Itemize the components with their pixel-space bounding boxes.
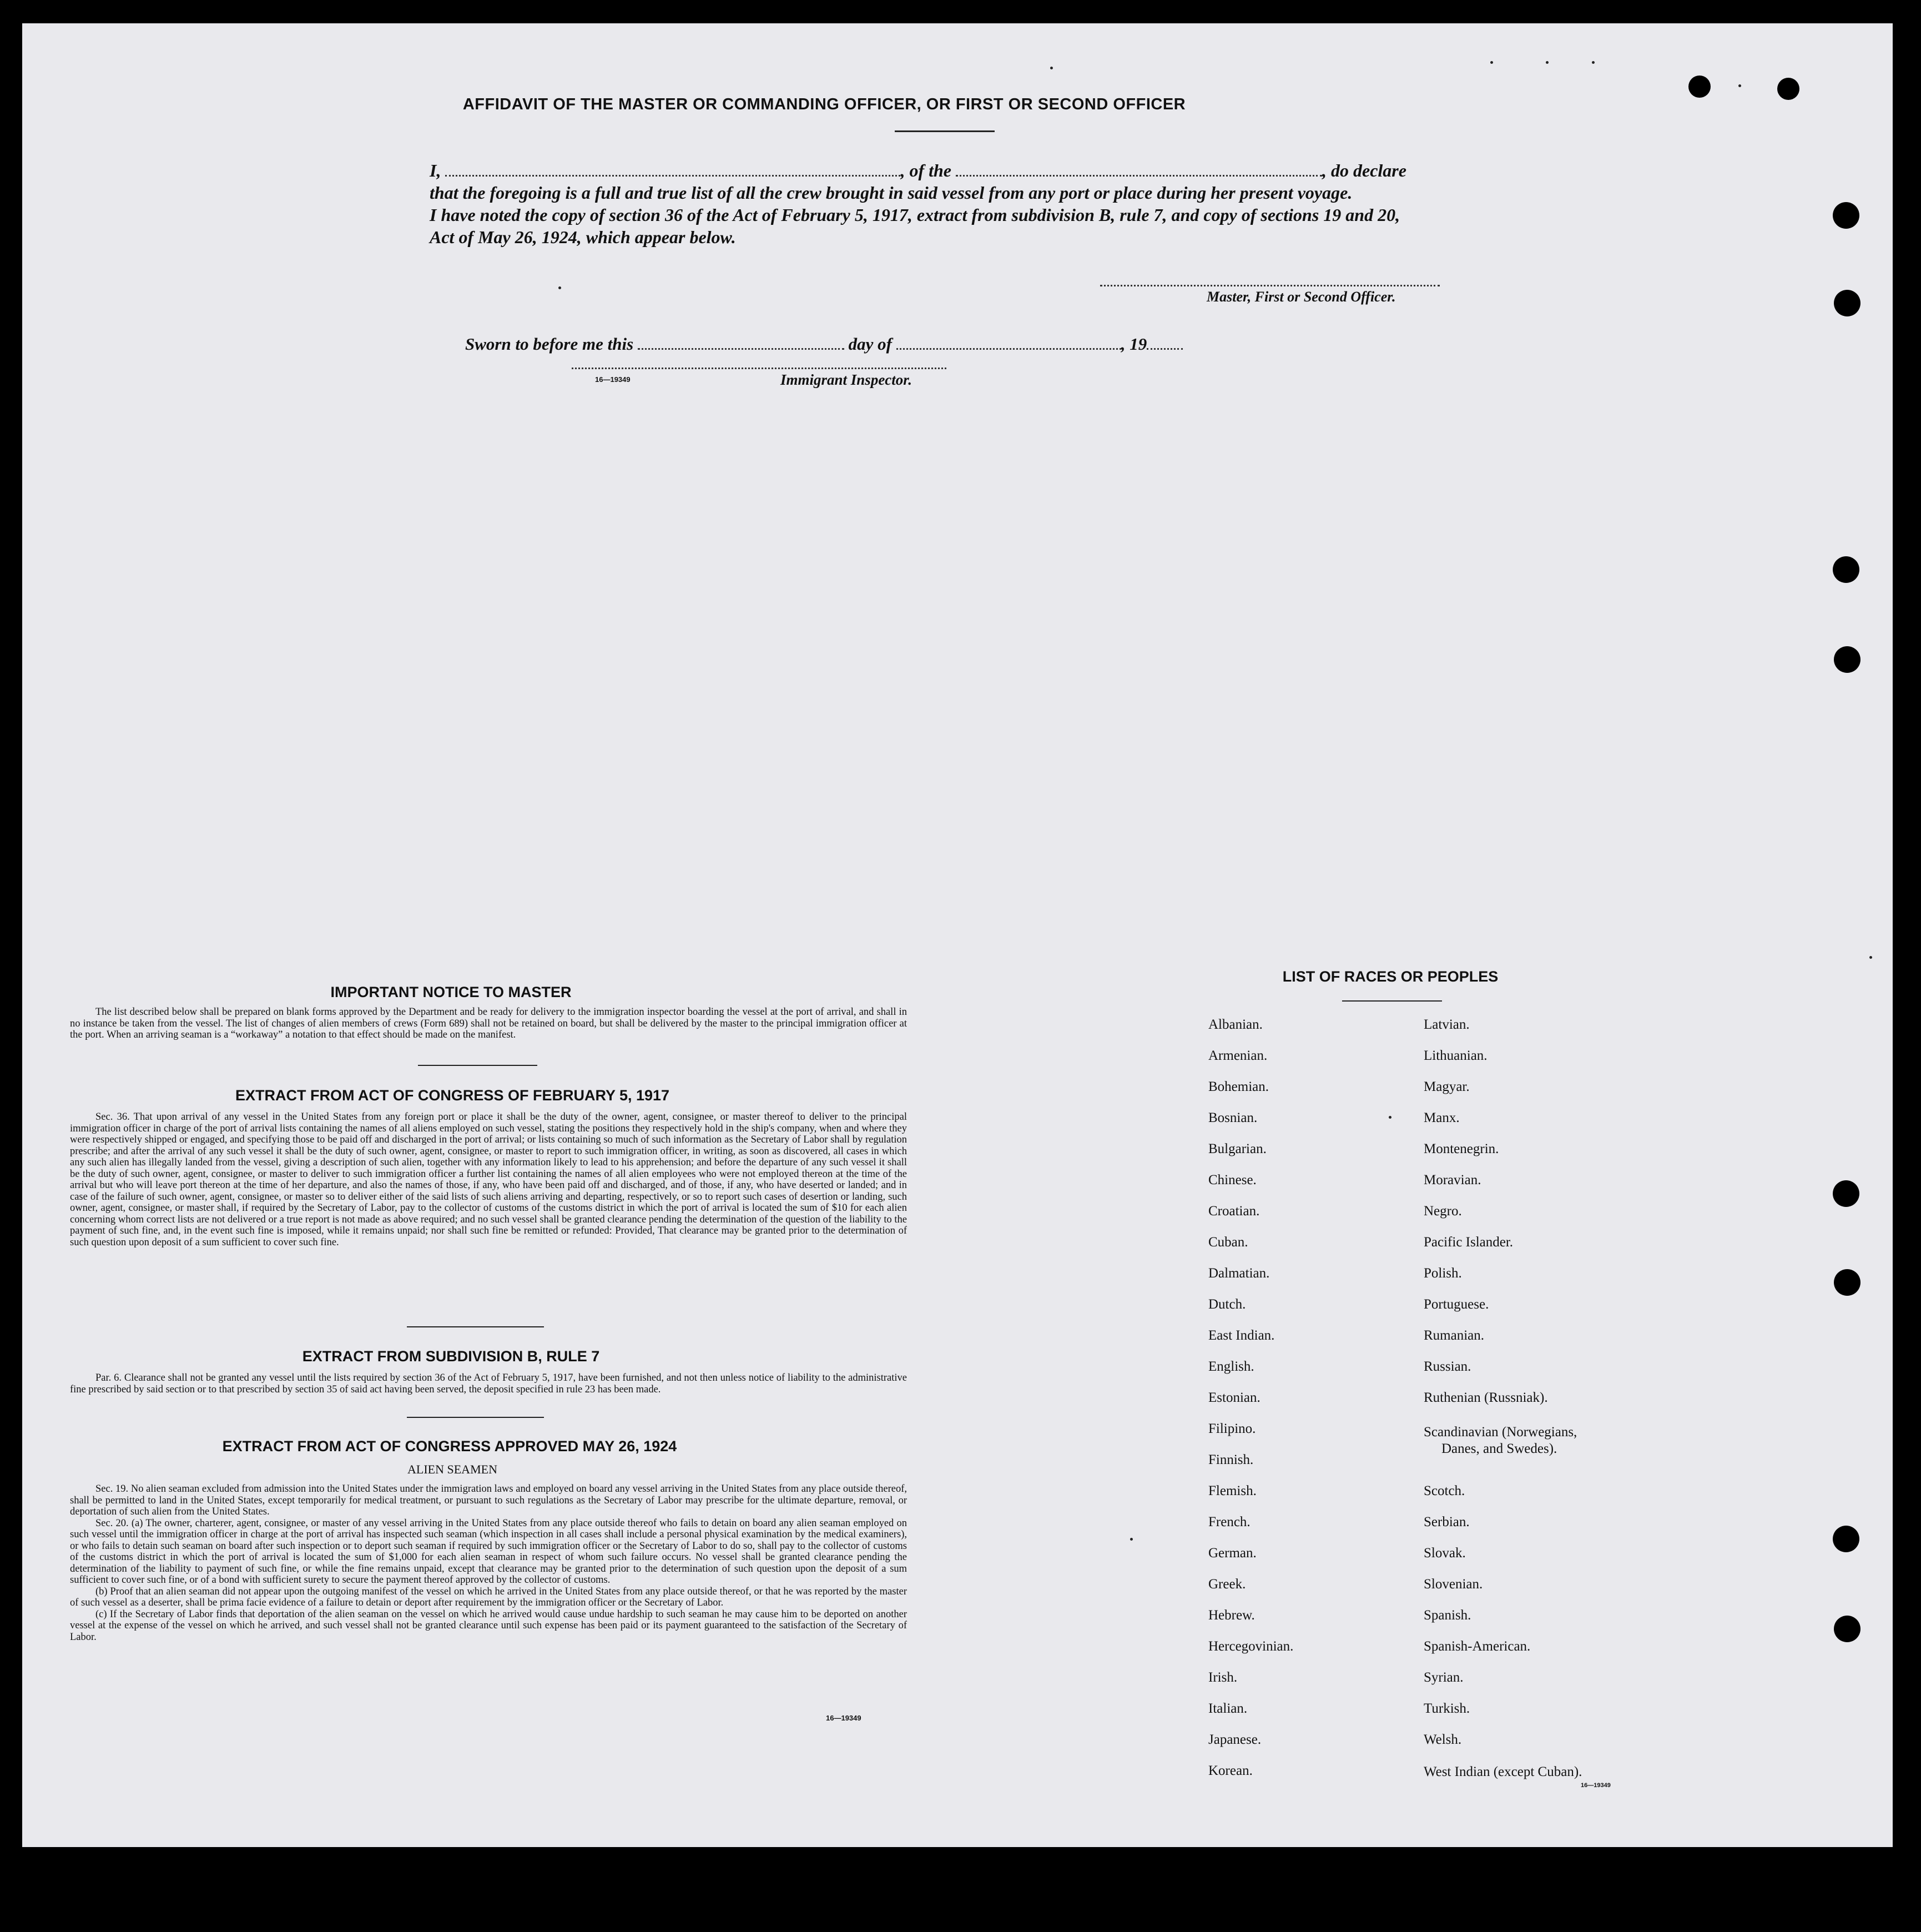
- extract-1917-body: [70, 1111, 907, 1248]
- race-item: Bosnian.: [1208, 1110, 1258, 1125]
- form-number-races: 16—19349: [1581, 1782, 1611, 1789]
- binder-hole: [1777, 78, 1799, 100]
- race-item: Irish.: [1208, 1670, 1238, 1685]
- binder-hole: [1834, 290, 1861, 316]
- binder-hole: [1833, 202, 1859, 229]
- race-item: Albanian.: [1208, 1017, 1263, 1032]
- alien-seamen-subtitle: ALIEN SEAMEN: [407, 1462, 497, 1476]
- master-signature-label: Master, First or Second Officer.: [1207, 289, 1396, 305]
- form-page: [22, 23, 1893, 1847]
- race-item: German.: [1208, 1546, 1257, 1561]
- race-item: Japanese.: [1208, 1732, 1262, 1747]
- form-number-top: 16—19349: [595, 375, 631, 384]
- name-field[interactable]: [445, 162, 900, 177]
- extract-1917-paragraph: Sec. 36. That upon arrival of any vessel in the United States from any foreign port or place it shall be the duty of the owner, agent, consignee, or master thereof to deliver to the principal immigration officer in charge of the port of arrival lists containing the names of all aliens employed on such vessel, stating the positions they respectively hold in the ship's company, when and where they were respectively shipped or engaged, and specifying those to be paid off and discharged in the port of arrival; or lists containing so much of such information as the Secretary of Labor shall by regulation prescribe; and after the arrival of any such vessel it shall be the duty of such owner, agent, consignee, or master to report to such immigration officer, in writing, as soon as discovered, all cases in which any such alien has illegally landed from the vessel, giving a description of such alien, together with any information likely to lead to his apprehension; and before the departure of any such vessel it shall be the duty of such owner, agent, consignee, or master to deliver to such immigration officer a further list containing the names of all alien employees who were not employed thereon at the time of the arrival but who will leave port thereon at the time of her departure, and also the names of those, if any, who have been paid off and discharged, and of those, if any, who have deserted or landed; and in case of the failure of such owner, agent, consignee, or master so to deliver either of the said lists of such aliens arriving and departing, respectively, or so to report such cases of desertion or landing, such owner, agent, consignee, or master shall, if required by the Secretary of Labor, pay to the collector of customs of the customs district in which the port of arrival is located the sum of $10 for each alien concerning whom correct lists are not delivered or a true report is not made as above required; and no such vessel shall be granted clearance pending the determination of the question of the liability to the payment of such fine, and, in the event such fine is imposed, while it remains unpaid; nor shall such fine be remitted or refunded: Provided, That clearance may be granted prior to the determination of such question upon deposit of a sum sufficient to cover such fine.: [70, 1111, 907, 1248]
- race-item: Polish.: [1424, 1266, 1462, 1281]
- race-item: Estonian.: [1208, 1390, 1261, 1405]
- race-item: Montenegrin.: [1424, 1141, 1499, 1156]
- speck: [1389, 1116, 1391, 1119]
- subdivision-b-divider: [407, 1417, 544, 1418]
- extract-1917-title: EXTRACT FROM ACT OF CONGRESS OF FEBRUARY 5, 1917: [235, 1087, 670, 1104]
- race-item: Slovak.: [1424, 1546, 1466, 1561]
- race-item: Dalmatian.: [1208, 1266, 1270, 1281]
- inspector-signature-line[interactable]: [572, 368, 946, 369]
- binder-hole: [1833, 1180, 1859, 1207]
- speck: [1869, 956, 1872, 959]
- race-item: Hebrew.: [1208, 1608, 1255, 1623]
- subdivision-b-body: [70, 1372, 907, 1395]
- sworn-start: Sworn to before me this: [465, 334, 634, 354]
- race-item: West Indian (except Cuban).: [1424, 1764, 1582, 1779]
- race-item: Portuguese.: [1424, 1297, 1489, 1312]
- race-item: Latvian.: [1424, 1017, 1470, 1032]
- race-item: French.: [1208, 1515, 1251, 1530]
- speck: [1130, 1538, 1133, 1541]
- race-item: Turkish.: [1424, 1701, 1470, 1716]
- binder-hole: [1833, 556, 1859, 583]
- notice-divider: [418, 1065, 537, 1066]
- race-item: Chinese.: [1208, 1173, 1257, 1188]
- race-item: Filipino.: [1208, 1421, 1256, 1436]
- race-item: Slovenian.: [1424, 1577, 1483, 1592]
- notice-paragraph: The list described below shall be prepared on blank forms approved by the Department and be ready for delivery to the immigration inspector boarding the vessel at the port of arrival, and shall in no instance be taken from the vessel. The list of changes of alien members of crews (Form 689) shall not be retained on board, but shall be delivered by the master to the principal immigration officer at the port. When an arriving seaman is a “workaway” a notation to that effect should be made on the manifest.: [70, 1007, 907, 1040]
- race-item: Moravian.: [1424, 1173, 1481, 1188]
- binder-hole: [1834, 1269, 1861, 1296]
- declaration-line-3: I have noted the copy of section 36 of the Act of February 5, 1917, extract from subdivision B, rule 7, and copy of sections 19 and 20,: [430, 205, 1400, 225]
- declaration-block: [430, 159, 1495, 248]
- subdivision-b-title: EXTRACT FROM SUBDIVISION B, RULE 7: [302, 1348, 600, 1365]
- subdivision-b-paragraph: Par. 6. Clearance shall not be granted any vessel until the lists required by section 36 of the Act of February 5, 1917, have been furnished, and not then unless notice of liability to the administrative fine prescribed by said section or to that prescribed by section 35 of said act having been served, the deposit specified in rule 23 has been made.: [70, 1372, 907, 1395]
- binder-hole: [1834, 1616, 1861, 1642]
- race-item: Serbian.: [1424, 1515, 1470, 1530]
- extract-1917-divider: [407, 1326, 544, 1327]
- race-item: Bulgarian.: [1208, 1141, 1267, 1156]
- inspector-label: Immigrant Inspector.: [780, 371, 912, 388]
- race-item: Croatian.: [1208, 1204, 1260, 1219]
- race-item: Cuban.: [1208, 1235, 1248, 1250]
- master-signature-line[interactable]: [1100, 285, 1440, 286]
- sworn-day-field[interactable]: [638, 335, 844, 350]
- declaration-line-4: Act of May 26, 1924, which appear below.: [430, 227, 736, 247]
- speck: [1738, 84, 1741, 87]
- declaration-line-1: [430, 159, 1495, 182]
- declaration-i: I,: [430, 160, 441, 180]
- race-item: Russian.: [1424, 1359, 1471, 1374]
- declaration-of-the: , of the: [900, 160, 951, 180]
- race-item: Scandinavian (Norwegians,: [1424, 1425, 1577, 1440]
- race-item: English.: [1208, 1359, 1254, 1374]
- sworn-day-of: day of: [848, 334, 892, 354]
- binder-hole: [1833, 1526, 1859, 1552]
- race-item: Hercegovinian.: [1208, 1639, 1294, 1654]
- sec-20b-paragraph: (b) Proof that an alien seaman did not appear upon the outgoing manifest of the vessel on which he arrived in the United States from any place outside thereof, or that he was reported by the master of such vessel as a deserter, shall be prima facie evidence of a failure to detain or deport after requirement by the immigration officer or the Secretary of Labor.: [70, 1586, 907, 1608]
- race-item: Ruthenian (Russniak).: [1424, 1390, 1548, 1405]
- race-item: Bohemian.: [1208, 1079, 1269, 1094]
- race-item: Flemish.: [1208, 1483, 1257, 1498]
- extract-1924-title: EXTRACT FROM ACT OF CONGRESS APPROVED MAY 26, 1924: [222, 1438, 677, 1455]
- sworn-year: , 19: [1121, 334, 1147, 354]
- race-item: Greek.: [1208, 1577, 1246, 1592]
- race-item: Italian.: [1208, 1701, 1248, 1716]
- speck: [1546, 61, 1549, 64]
- vessel-field[interactable]: [956, 162, 1322, 177]
- sworn-month-field[interactable]: [896, 335, 1121, 350]
- declaration-declare: , do declare: [1322, 160, 1406, 180]
- form-number-extract: 16—19349: [826, 1714, 861, 1722]
- race-item: Magyar.: [1424, 1079, 1470, 1094]
- races-title: LIST OF RACES OR PEOPLES: [1282, 968, 1499, 985]
- race-item: Korean.: [1208, 1763, 1253, 1778]
- binder-hole: [1688, 76, 1711, 98]
- extract-1924-body: [70, 1483, 907, 1643]
- race-item: Finnish.: [1208, 1452, 1254, 1467]
- race-item: Lithuanian.: [1424, 1048, 1488, 1063]
- title-divider: [895, 130, 995, 132]
- notice-title: IMPORTANT NOTICE TO MASTER: [330, 984, 572, 1000]
- sec-20a-paragraph: Sec. 20. (a) The owner, charterer, agent, consignee, or master of any vessel arriving in the United States from any place outside thereof who fails to detain on board any alien seaman employed on such vessel until the immigration officer in charge at the port of arrival has inspected such seaman (which inspection in all cases shall include a personal physical examination by the medical examiners), or who fails to detain such seaman on board after such inspection or to deport such seaman if required by such immigration officer or the Secretary of Labor to do so, shall pay to the collector of customs of the customs district in which the port of arrival is located the sum of $1,000 for each alien seaman in respect of whom such failure occurs. No vessel shall be granted clearance pending the determination of the liability to payment of such fine, or while the fine remains unpaid, except that clearance may be granted prior to the determination of such question upon the deposit of a sum sufficient to cover such fine, or of a bond with sufficient surety to secure the payment thereof approved by the collector of customs.: [70, 1517, 907, 1586]
- declaration-line-2: that the foregoing is a full and true list of all the crew brought in said vessel from any port or place during her present voyage.: [430, 183, 1353, 203]
- race-item: Spanish.: [1424, 1608, 1471, 1623]
- race-item: Danes, and Swedes).: [1441, 1441, 1557, 1456]
- race-item: Pacific Islander.: [1424, 1235, 1514, 1250]
- notice-body: [70, 1007, 907, 1041]
- race-item: Scotch.: [1424, 1483, 1465, 1498]
- sec-19-paragraph: Sec. 19. No alien seaman excluded from admission into the United States under the immigration laws and employed on board any vessel arriving in the United States from any place outside thereof, shall be permitted to land in the United States, except temporarily for medical treatment, or pursuant to such regulations as the Secretary of Labor may prescribe for the ultimate departure, removal, or deportation of such alien from the United States.: [70, 1483, 907, 1517]
- races-divider: [1342, 1000, 1442, 1002]
- affidavit-title: AFFIDAVIT OF THE MASTER OR COMMANDING OFFICER, OR FIRST OR SECOND OFFICER: [462, 95, 1186, 113]
- binder-hole: [1834, 646, 1861, 673]
- race-item: Dutch.: [1208, 1297, 1246, 1312]
- race-item: Armenian.: [1208, 1048, 1268, 1063]
- race-item: East Indian.: [1208, 1328, 1275, 1343]
- race-item: Syrian.: [1424, 1670, 1464, 1685]
- speck: [1592, 61, 1595, 64]
- speck: [1490, 61, 1493, 64]
- race-item: Negro.: [1424, 1204, 1462, 1219]
- speck: [1050, 67, 1053, 69]
- race-item: Welsh.: [1424, 1732, 1462, 1747]
- sworn-line: [465, 334, 1183, 354]
- sworn-year-field[interactable]: [1147, 335, 1183, 350]
- race-item: Rumanian.: [1424, 1328, 1485, 1343]
- race-item: Spanish-American.: [1424, 1639, 1531, 1654]
- speck: [558, 286, 561, 289]
- sec-20c-paragraph: (c) If the Secretary of Labor finds that deportation of the alien seaman on the vessel on which he arrived would cause undue hardship to such seaman he may cause him to be deported on another vessel at the expense of the vessel on which he arrived, and such vessel shall not be granted clearance until such expense has been paid or its payment guaranteed to the satisfaction of the Secretary of Labor.: [70, 1608, 907, 1643]
- race-item: Manx.: [1424, 1110, 1460, 1125]
